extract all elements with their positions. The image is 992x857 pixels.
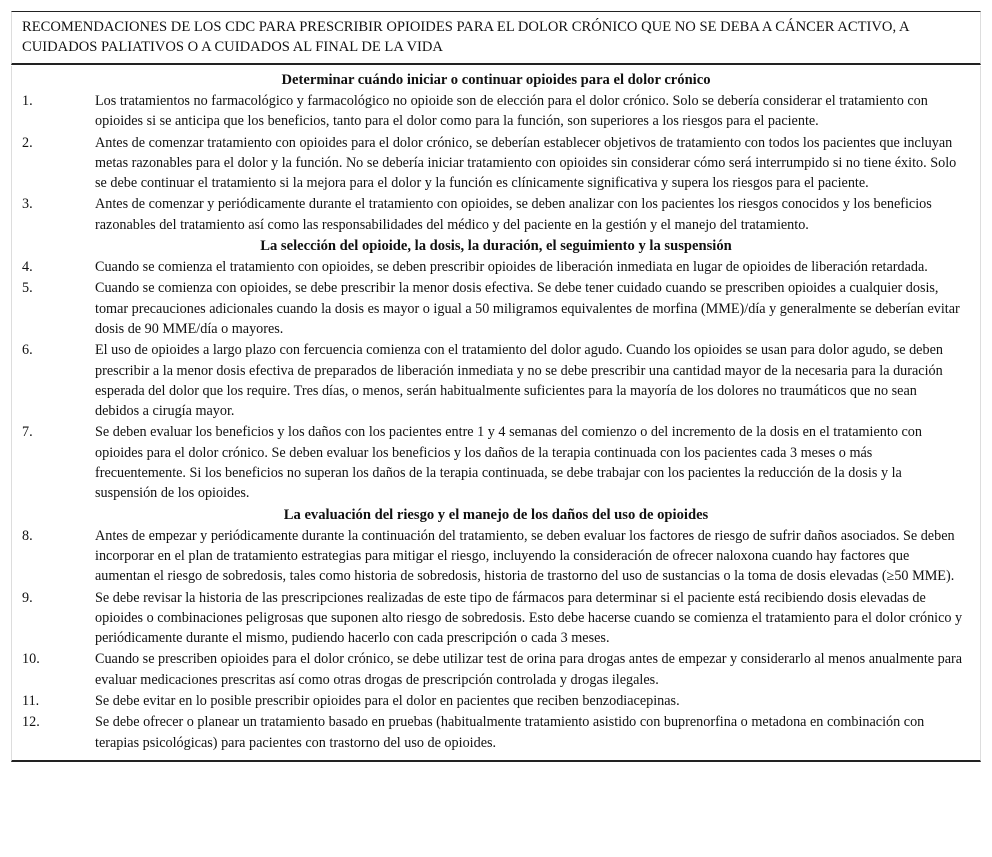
recommendation-text: Cuando se prescriben opioides para el dolor crónico, se debe utilizar test de orina para drogas antes de empezar y considerarlo al menos anualmente para evaluar medicaciones prescritas así como otras drogas de prescripción controlada y drogas ilegales. xyxy=(95,651,963,688)
section-heading: Determinar cuándo iniciar o continuar opioides para el dolor crónico xyxy=(281,72,711,88)
recommendation-row xyxy=(12,340,980,421)
recommendation-text: Se debe revisar la historia de las prescripciones realizadas de este tipo de fármacos para determinar si el paciente está recibiendo dosis elevadas de opioides o combinaciones peligrosas que suponen alto riesgo de sobredosis. Esto debe hacerse cuando se comienza el tratamiento para el dolor crónico y periódicamente durante el mismo, pudiendo hacerlo con cada prescripción o cada 3 meses. xyxy=(95,589,963,647)
recommendation-number: 10. xyxy=(22,651,40,668)
recommendation-row xyxy=(12,422,980,503)
recommendation-text: Se deben evaluar los beneficios y los daños con los pacientes entre 1 y 4 semanas del comienzo o del incremento de la dosis en el tratamiento con opioides para el dolor crónico. Se deben evaluar los beneficios y los daños de la terapia continuada con los pacientes cada 3 meses o más frecuentemente. Si los beneficios no superan los daños de la terapia continuada, se debe trabajar con los pacientes la reducción de la dosis y la suspensión de los opioides. xyxy=(95,424,922,502)
recommendation-row xyxy=(12,91,980,132)
recommendation-number: 6. xyxy=(22,342,33,359)
table-body xyxy=(11,66,981,762)
recommendation-row xyxy=(12,133,980,194)
recommendation-text: Se debe ofrecer o planear un tratamiento basado en pruebas (habitualmente tratamiento asistido con buprenorfina o metadona en combinación con terapias psicológicas) para pacientes con trastorno del uso de opioides. xyxy=(95,714,925,751)
recommendation-row xyxy=(12,257,980,277)
recommendation-row xyxy=(12,588,980,649)
recommendation-number: 5. xyxy=(22,280,33,297)
recommendation-text: Los tratamientos no farmacológico y farmacológico no opioide son de elección para el dolor crónico. Solo se debería considerar el tratamiento con opioides si se anticipa que los beneficios, tanto para el dolor como para la función, son superiores a los riesgos para el paciente. xyxy=(95,93,928,130)
recommendation-text: Se debe evitar en lo posible prescribir opioides para el dolor en pacientes que reciben benzodiacepinas. xyxy=(95,693,680,710)
recommendation-number: 4. xyxy=(22,259,33,276)
recommendation-text: Antes de comenzar y periódicamente durante el tratamiento con opioides, se deben analizar con los pacientes los riesgos conocidos y los beneficios razonables del tratamiento así como las responsabilidades del médico y del paciente en la gestión y el manejo del tratamiento. xyxy=(95,196,932,233)
recommendation-text: Cuando se comienza el tratamiento con opioides, se deben prescribir opioides de liberación inmediata en lugar de opioides de liberación retardada. xyxy=(95,259,928,276)
recommendation-text: Antes de comenzar tratamiento con opioides para el dolor crónico, se deberían establecer objetivos de tratamiento con todos los pacientes que incluyan metas razonables para el dolor y la función. No se debería iniciar tratamiento con opioides sin considerar cómo será interrumpido si no tiene éxito. Solo se debe continuar el tratamiento si la mejora para el dolor y la función es clínicamente significativa y supera los riesgos para el paciente. xyxy=(95,134,957,192)
recommendation-number: 12. xyxy=(22,714,40,731)
recommendation-text: Antes de empezar y periódicamente durante la continuación del tratamiento, se deben evaluar los factores de riesgo de sufrir daños asociados. Se deben incorporar en el plan de tratamiento estrategias para mitigar el riesgo, incluyendo la consideración de ofrecer naloxona cuando hay factores que aumentan el riesgo de sobredosis, tales como historia de sobredosis, historia de trastorno del uso de sustancias o la toma de dosis elevadas (≥50 MME). xyxy=(95,527,955,585)
recommendation-row xyxy=(12,712,980,753)
recommendation-row xyxy=(12,278,980,339)
section-heading: La evaluación del riesgo y el manejo de los daños del uso de opioides xyxy=(283,506,709,523)
recommendations-table xyxy=(11,11,981,762)
recommendation-number: 7. xyxy=(22,424,33,441)
recommendation-row xyxy=(12,526,980,587)
recommendation-row xyxy=(12,194,980,235)
section-heading: La selección del opioide, la dosis, la duración, el seguimiento y la suspensión xyxy=(260,238,732,255)
recommendation-number: 3. xyxy=(22,196,33,213)
recommendation-number: 2. xyxy=(22,134,33,151)
recommendation-number: 9. xyxy=(22,589,33,606)
recommendation-number: 11. xyxy=(22,693,40,710)
recommendation-number: 1. xyxy=(22,93,33,109)
table-title: RECOMENDACIONES DE LOS CDC PARA PRESCRIBIR OPIOIDES PARA EL DOLOR CRÓNICO QUE NO SE DEBA A CÁNCER ACTIVO, A CUIDADOS PALIATIVOS O A CUIDADOS AL FINAL DE LA VIDA xyxy=(11,11,981,65)
recommendation-row xyxy=(12,649,980,690)
recommendation-text: El uso de opioides a largo plazo con fercuencia comienza con el tratamiento del dolor agudo. Cuando los opioides se usan para dolor agudo, se deben prescribir a la menor dosis efectiva de preparados de liberación inmediata y no se debe prescribir una cantidad mayor de la necesaria para la duración esperada del dolor que los require. Tres días, o menos, serán habitualmente suficientes para la mayoría de los dolores no traumáticos que no sean debidos a cirugía mayor. xyxy=(95,342,943,420)
recommendation-row xyxy=(12,691,980,711)
recommendation-number: 8. xyxy=(22,527,33,544)
recommendation-text: Cuando se comienza con opioides, se debe prescribir la menor dosis efectiva. Se debe tener cuidado cuando se prescriben opioides a cualquier dosis, tomar precauciones adicionales cuando la dosis es mayor o igual a 50 miligramos equivalentes de morfina (MME)/día y generalmente se deberían evitar dosis de 90 MME/día o mayores. xyxy=(95,280,960,337)
